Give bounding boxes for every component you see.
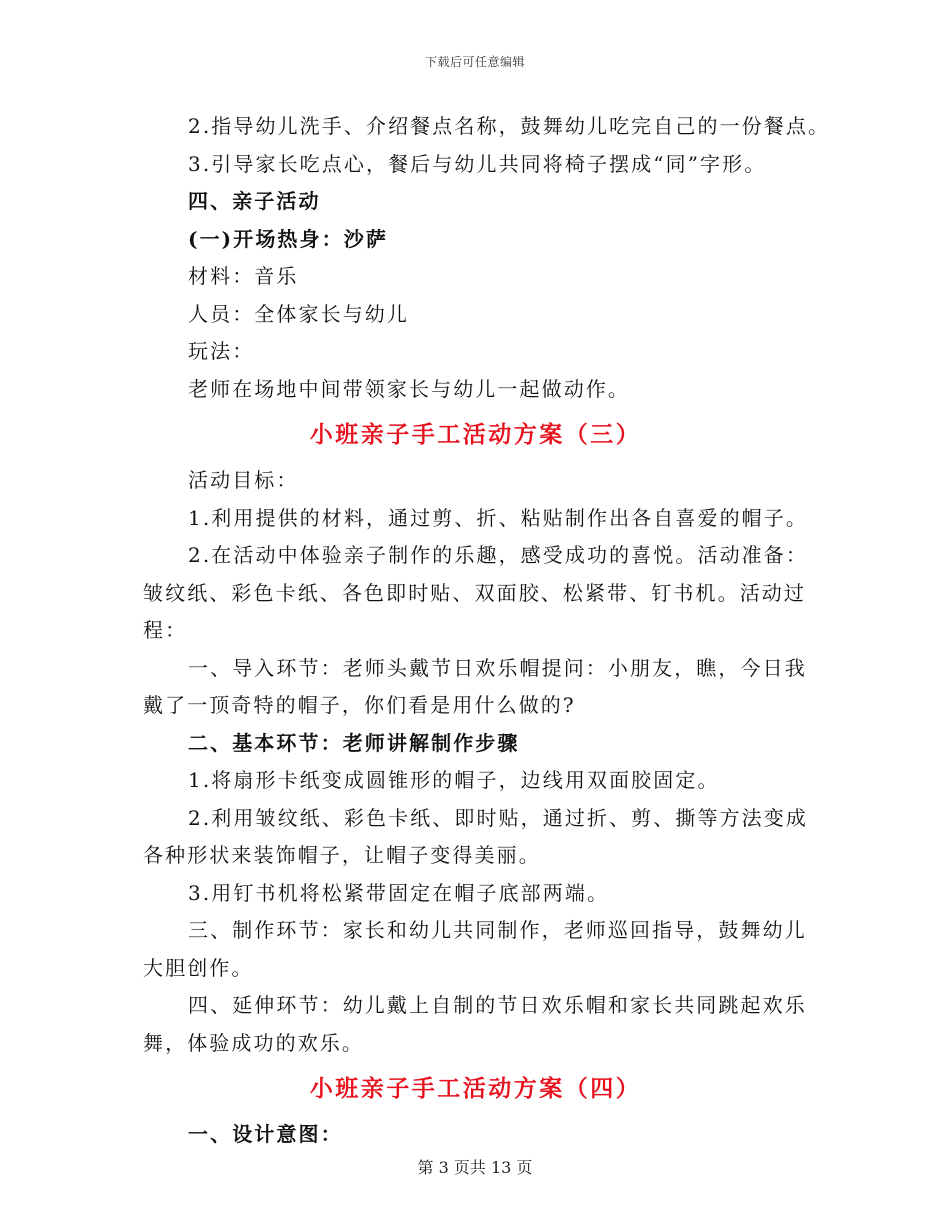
paragraph-line: 皱纹纸、彩色卡纸、各色即时贴、双面胶、松紧带、钉书机。活动过: [143, 580, 806, 605]
paragraph-line: 舞，体验成功的欢乐。: [143, 1030, 364, 1055]
paragraph-line: 活动目标：: [188, 468, 299, 492]
paragraph-line: 3.引导家长吃点心，餐后与幼儿共同将椅子摆成“同”字形。: [188, 151, 767, 176]
page-header: 下载后可任意编辑: [424, 55, 525, 69]
paragraph-line: 材料：音乐: [188, 264, 299, 288]
paragraph-line: 大胆创作。: [143, 955, 254, 980]
paragraph-line: 人员：全体家长与幼儿: [188, 301, 409, 326]
paragraph-line: 各种形状来装饰帽子，让帽子变得美丽。: [143, 843, 541, 867]
page-footer: 第 3 页共 13 页: [417, 1158, 533, 1177]
paragraph-line: 2.指导幼儿洗手、介绍餐点名称，鼓舞幼儿吃完自己的一份餐点。: [188, 114, 831, 138]
paragraph-line: 老师在场地中间带领家长与幼儿一起做动作。: [188, 376, 630, 401]
section-heading: 一、设计意图：: [188, 1122, 343, 1146]
paragraph-line: 戴了一顶奇特的帽子，你们看是用什么做的?: [143, 693, 576, 717]
paragraph-line: 2.利用皱纹纸、彩色卡纸、即时贴，通过折、剪、撕等方法变成: [188, 805, 808, 830]
document-body: [143, 108, 831, 1154]
section-title: 小班亲子手工活动方案（三）: [309, 421, 642, 448]
section-heading: (一)开场热身：沙萨: [188, 226, 388, 251]
section-heading: 二、基本环节：老师讲解制作步骤: [188, 730, 520, 755]
paragraph-line: 3.用钉书机将松紧带固定在帽子底部两端。: [188, 880, 610, 905]
paragraph-line: 程：: [143, 618, 188, 642]
paragraph-line: 一、导入环节：老师头戴节日欢乐帽提问：小朋友，瞧，今日我: [188, 655, 807, 680]
section-heading: 四、亲子活动: [188, 189, 321, 213]
paragraph-line: 2.在活动中体验亲子制作的乐趣，感受成功的喜悦。活动准备：: [188, 543, 808, 567]
paragraph-line: 1.利用提供的材料，通过剪、折、粘贴制作出各自喜爱的帽子。: [188, 505, 808, 530]
section-title: 小班亲子手工活动方案（四）: [309, 1075, 642, 1102]
paragraph-line: 玩法：: [188, 339, 255, 363]
paragraph-line: 四、延伸环节：幼儿戴上自制的节日欢乐帽和家长共同跳起欢乐: [188, 993, 807, 1017]
paragraph-line: 三、制作环节：家长和幼儿共同制作，老师巡回指导，鼓舞幼儿: [188, 918, 807, 942]
paragraph-line: 1.将扇形卡纸变成圆锥形的帽子，边线用双面胶固定。: [188, 768, 720, 792]
